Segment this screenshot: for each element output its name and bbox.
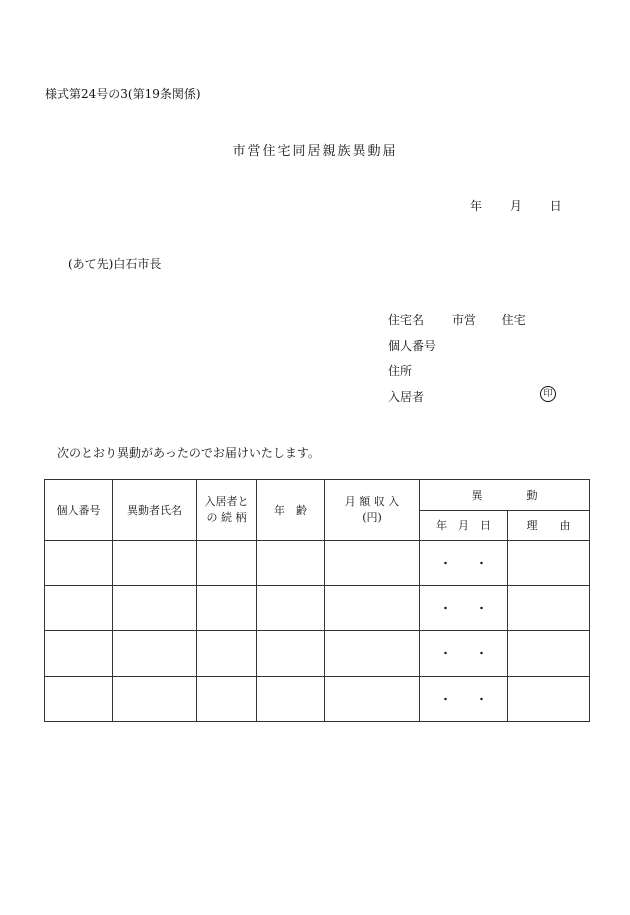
- cell-change-reason[interactable]: [508, 631, 590, 676]
- cell-change-date[interactable]: [420, 540, 508, 585]
- header-relation: [197, 480, 257, 541]
- housing-city-label: 市営: [451, 313, 476, 327]
- table-row: [45, 631, 590, 676]
- date-separator: ・: [440, 602, 451, 616]
- header-income-line2: (円): [362, 510, 382, 524]
- document-title: 市営住宅同居親族異動届: [232, 144, 398, 159]
- date-month-label: 月: [509, 199, 522, 213]
- addressee: (あて先)白石市長: [68, 257, 162, 271]
- table-row: [45, 540, 590, 585]
- cell-change-date[interactable]: [420, 585, 508, 630]
- cell-income[interactable]: [325, 585, 420, 630]
- header-change-date: 年 月 日: [420, 511, 508, 540]
- change-table: [44, 479, 590, 722]
- header-relation-line2: の 続 柄: [206, 510, 247, 524]
- cell-id-number[interactable]: [45, 676, 113, 721]
- date-separator: ・: [476, 692, 487, 706]
- cell-id-number[interactable]: [45, 540, 113, 585]
- header-age: 年 齢: [257, 480, 325, 541]
- cell-relation[interactable]: [197, 676, 257, 721]
- cell-age[interactable]: [257, 585, 325, 630]
- cell-change-date[interactable]: [420, 631, 508, 676]
- address-label: 住所: [388, 364, 413, 378]
- cell-change-reason[interactable]: [508, 676, 590, 721]
- cell-age[interactable]: [257, 631, 325, 676]
- table-row: [45, 585, 590, 630]
- resident-label: 入居者: [388, 390, 425, 404]
- date-year-label: 年: [470, 199, 483, 213]
- cell-name[interactable]: [113, 631, 197, 676]
- form-number: 様式第24号の3(第19条関係): [45, 87, 201, 101]
- table-row: [45, 676, 590, 721]
- header-change-reason: 理 由: [508, 511, 590, 540]
- date-separator: ・: [440, 692, 451, 706]
- seal-mark: 印: [540, 386, 556, 402]
- cell-income[interactable]: [325, 631, 420, 676]
- cell-income[interactable]: [325, 676, 420, 721]
- cell-age[interactable]: [257, 540, 325, 585]
- cell-name[interactable]: [113, 585, 197, 630]
- id-number-label: 個人番号: [388, 339, 437, 353]
- cell-age[interactable]: [257, 676, 325, 721]
- header-income: [325, 480, 420, 541]
- date-separator: ・: [476, 647, 487, 661]
- cell-id-number[interactable]: [45, 585, 113, 630]
- cell-relation[interactable]: [197, 631, 257, 676]
- header-id-number: 個人番号: [45, 480, 113, 541]
- date-separator: ・: [440, 556, 451, 570]
- cell-name[interactable]: [113, 540, 197, 585]
- cell-change-reason[interactable]: [508, 540, 590, 585]
- header-relation-line1: 入居者と: [204, 494, 249, 508]
- cell-income[interactable]: [325, 540, 420, 585]
- header-income-line1: 月 額 収 入: [344, 494, 400, 508]
- header-name: 異動者氏名: [113, 480, 197, 541]
- cell-change-date[interactable]: [420, 676, 508, 721]
- cell-change-reason[interactable]: [508, 585, 590, 630]
- intro-text: 次のとおり異動があったのでお届けいたします。: [57, 446, 320, 460]
- submission-date: [470, 197, 562, 214]
- date-separator: ・: [476, 602, 487, 616]
- date-day-label: 日: [549, 199, 562, 213]
- housing-suffix-label: 住宅: [501, 313, 526, 327]
- date-separator: ・: [476, 556, 487, 570]
- cell-relation[interactable]: [197, 540, 257, 585]
- cell-id-number[interactable]: [45, 631, 113, 676]
- housing-name-row: [388, 311, 526, 328]
- cell-name[interactable]: [113, 676, 197, 721]
- cell-relation[interactable]: [197, 585, 257, 630]
- housing-name-label: 住宅名: [388, 313, 425, 327]
- date-separator: ・: [440, 647, 451, 661]
- header-change-group: 異 動: [420, 480, 590, 511]
